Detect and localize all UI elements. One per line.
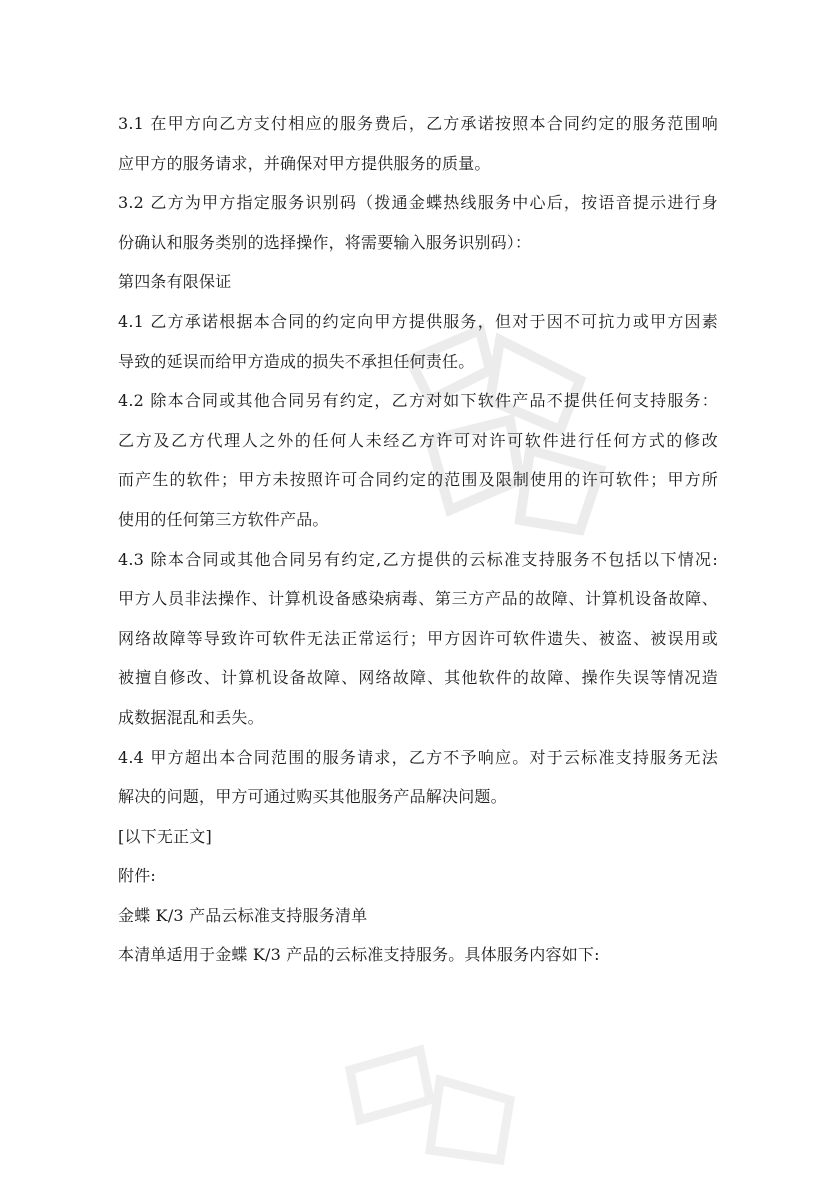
text-line: 4.1 乙方承诺根据本合同的约定向甲方提供服务，但对于因不可抗力或甲方因素 <box>118 311 718 331</box>
text-line: 金蝶 K/3 产品云标准支持服务清单 <box>118 905 368 925</box>
text-line: 而产生的软件；甲方未按照许可合同约定的范围及限制使用的许可软件；甲方所 <box>118 470 718 490</box>
text-line: 使用的任何第三方软件产品。 <box>118 509 329 529</box>
paragraph-3-1 <box>118 104 718 183</box>
text-line: 乙方及乙方代理人之外的任何人未经乙方许可对许可软件进行任何方式的修改 <box>118 430 718 450</box>
text-line: 3.1 在甲方向乙方支付相应的服务费后，乙方承诺按照本合同约定的服务范围响 <box>118 114 718 133</box>
article-4-heading <box>118 262 718 302</box>
attachment-label <box>118 856 718 896</box>
paragraph-4-2 <box>118 381 718 539</box>
paragraph-4-1 <box>118 302 718 381</box>
text-line: 甲方人员非法操作、计算机设备感染病毒、第三方产品的故障、计算机设备故障、 <box>118 589 718 609</box>
service-list-intro <box>118 935 718 975</box>
text-line: 份确认和服务类别的选择操作，将需要输入服务识别码）： <box>118 232 532 252</box>
text-line: 3.2 乙方为甲方指定服务识别码（拨通金蝶热线服务中心后，按语音提示进行身 <box>118 193 718 213</box>
text-line: 附件: <box>118 866 156 886</box>
text-line: 4.2 除本合同或其他合同另有约定，乙方对如下软件产品不提供任何支持服务： <box>118 391 718 411</box>
paragraph-3-2 <box>118 183 718 262</box>
paragraph-4-4 <box>118 738 718 817</box>
paragraph-4-3 <box>118 540 718 738</box>
document-body <box>118 104 718 975</box>
text-line: 4.4 甲方超出本合同范围的服务请求，乙方不予响应。对于云标准支持服务无法 <box>118 747 718 767</box>
service-list-title <box>118 896 718 936</box>
watermark-seal-bottom-icon <box>330 1040 530 1180</box>
text-line: 成数据混乱和丢失。 <box>118 707 264 727</box>
text-line: 4.3 除本合同或其他合同另有约定,乙方提供的云标准支持服务不包括以下情况: <box>118 549 718 569</box>
text-line: 本清单适用于金蝶 K/3 产品的云标准支持服务。具体服务内容如下: <box>118 945 600 965</box>
text-line: 应甲方的服务请求，并确保对甲方提供服务的质量。 <box>118 153 491 173</box>
end-of-text-mark <box>118 817 718 857</box>
text-line: 网络故障等导致许可软件无法正常运行；甲方因许可软件遗失、被盗、被误用或 <box>118 628 718 648</box>
text-line: 被擅自修改、计算机设备故障、网络故障、其他软件的故障、操作失误等情况造 <box>118 668 718 688</box>
heading-line: 第四条有限保证 <box>118 272 232 292</box>
text-line: [以下无正文] <box>118 826 212 846</box>
text-line: 解决的问题，甲方可通过购买其他服务产品解决问题。 <box>118 787 507 807</box>
text-line: 导致的延误而给甲方造成的损失不承担任何责任。 <box>118 351 475 371</box>
